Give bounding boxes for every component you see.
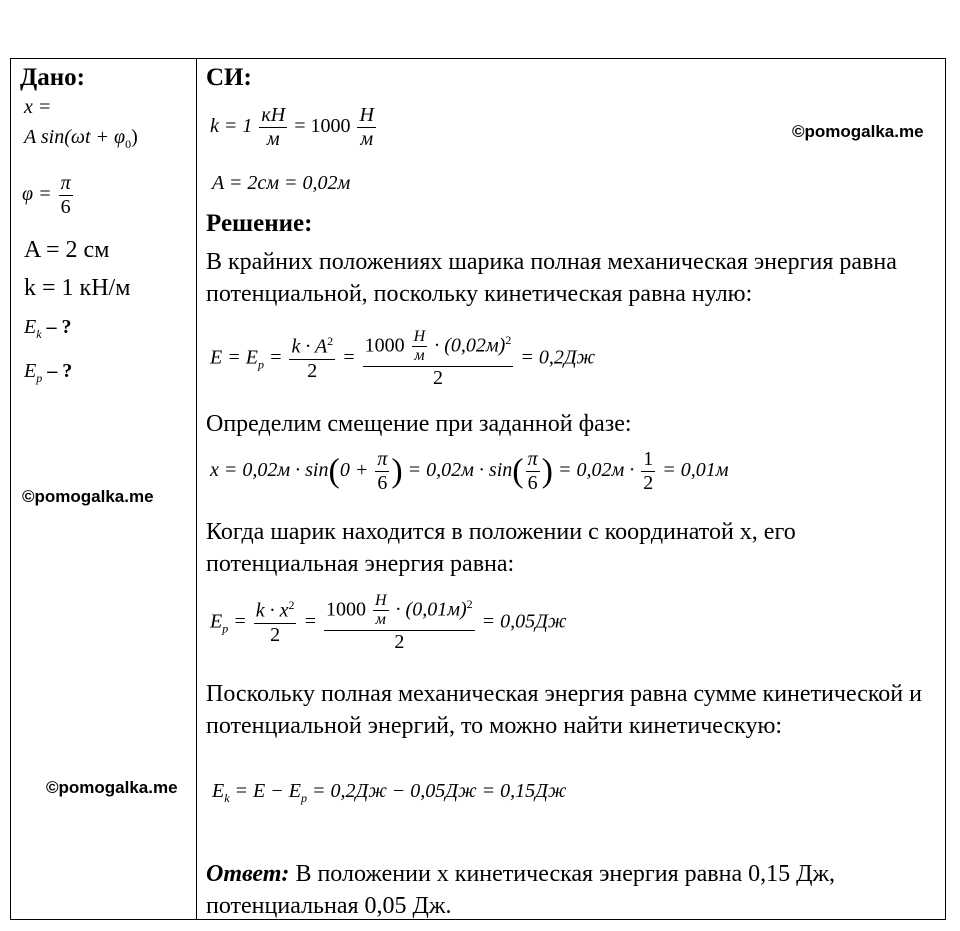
formula-displacement: x = 0,02м · sin(0 + $\frac{\pi}{6}$ ) = 0,02м · sin( $\frac{\pi}{6}$ ) = 0,02м · $\frac{1}{2}$ = 0,01м (210, 448, 729, 494)
answer: Ответ: В положении х кинетическая энергия равна 0,15 Дж, потенциальная 0,05 Дж. (206, 861, 836, 919)
si-a-conversion: A = 2см = 0,02м (212, 172, 351, 194)
formula-total-energy: $E = E_p$ = $\frac{k \cdot A^2}{2}$ = 1000 $\frac{Н}{м}$ · $(0,02м)^2$ 2 = 0,2Дж (210, 328, 596, 389)
solution-header: Решение: (206, 210, 313, 237)
given-x-formula: A $\sin(\omega t + \varphi_0)$ (24, 126, 138, 151)
given-ep-question: $E_p$ – ? (24, 360, 73, 385)
solution-paragraph-1: В крайних положениях шарика полная механическая энергия равна потенциальной, поскольку кинетическая равна нулю: (206, 249, 897, 307)
solution-paragraph-4: Поскольку полная механическая энергия равна сумме кинетической и потенциальной энергий, то можно найти кинетическую: (206, 681, 922, 739)
column-divider (196, 58, 197, 920)
si-k-conversion: k = 1 $\frac{кН}{м}$ = 1000 $\frac{Н}{м}$ (210, 104, 374, 150)
given-amplitude: A = 2 см (24, 237, 110, 263)
formula-kinetic-energy: $E_k = E - E_p = 0,2Дж - 0,05Дж = 0,15Дж$ (212, 780, 567, 805)
given-header: Дано: (20, 64, 85, 91)
watermark-top: ©pomogalka.me (792, 122, 924, 141)
given-x-eq: x = (24, 96, 52, 118)
si-header: СИ: (206, 64, 252, 91)
solution-paragraph-3: Когда шарик находится в положении с координатой х, его потенциальная энергия равна: (206, 519, 796, 577)
solution-paragraph-2: Определим смещение при заданной фазе: (206, 411, 632, 437)
given-phi: φ = $\frac{\pi}{6}$ (22, 172, 71, 218)
formula-potential-energy: $E_p$ = $\frac{k \cdot x^2}{2}$ = 1000 $\frac{Н}{м}$ · $(0,01м)^2$ 2 = 0,05Дж (210, 592, 567, 653)
watermark-left: ©pomogalka.me (22, 487, 154, 506)
given-ek-question: $E_k$ – ? (24, 316, 72, 341)
watermark-bottom: ©pomogalka.me (46, 778, 178, 797)
given-stiffness: k = 1 кН/м (24, 275, 131, 301)
